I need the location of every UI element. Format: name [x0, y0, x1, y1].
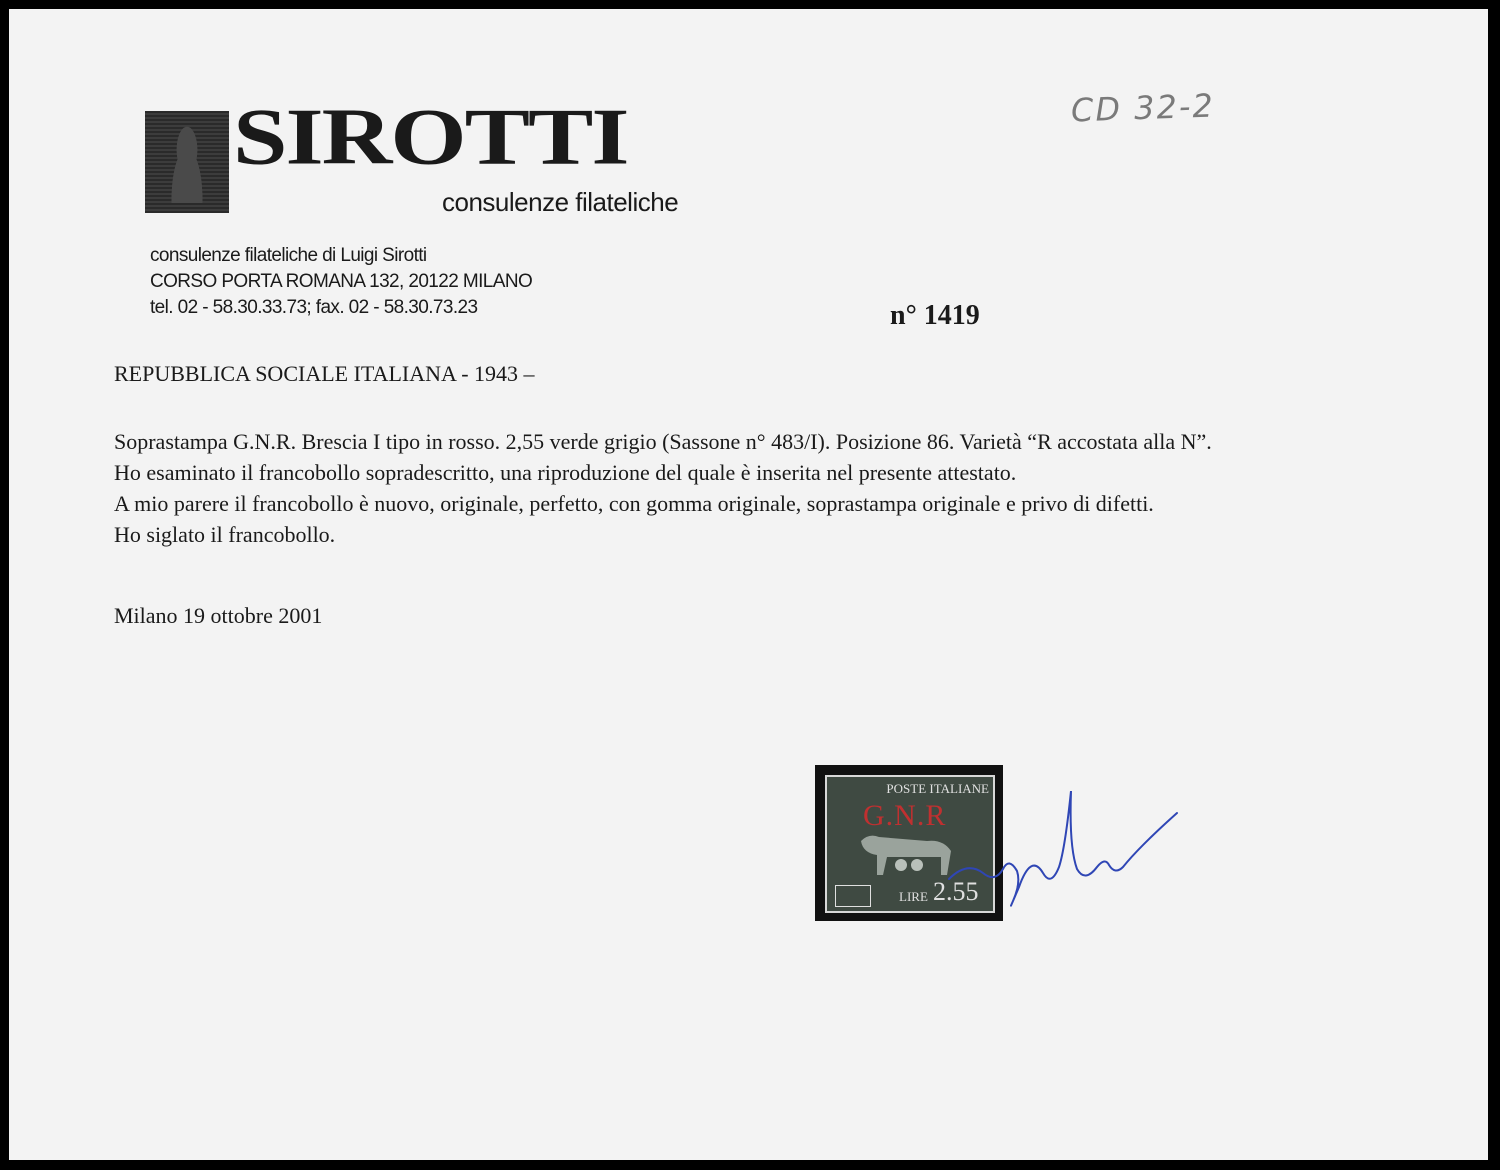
body-examined: Ho esaminato il francobollo sopradescritto, una riproduzione del quale è inserita nel presente attestato. [114, 460, 1017, 485]
savoy-shield-icon [835, 885, 871, 907]
address-line-2: CORSO PORTA ROMANA 132, 20122 MILANO [150, 271, 533, 292]
address-block [150, 243, 532, 321]
body-signed: Ho siglato il francobollo. [114, 522, 336, 547]
certificate-body [114, 426, 1364, 550]
stamp-value: 2.55 [933, 877, 979, 906]
body-description: Soprastampa G.N.R. Brescia I tipo in rosso. 2,55 verde grigio (Sassone n° 483/I). Posizione 86. Varietà “R accostata alla N”. [114, 429, 1212, 454]
logo-portrait-icon [145, 111, 229, 213]
stamp-currency: LIRE [899, 889, 928, 904]
sirotti-logo [145, 92, 685, 223]
signature-icon [947, 791, 1187, 921]
certificate-sheet [9, 9, 1488, 1160]
certificate-number: n° 1419 [890, 300, 980, 331]
stamp-overprint: G.N.R [863, 799, 947, 832]
body-opinion: A mio parere il francobollo è nuovo, originale, perfetto, con gomma originale, soprastampa originale e privo di difetti. [114, 491, 1154, 516]
stamp-top-text: POSTE ITALIANE [886, 781, 989, 796]
logo-brand: SIROTTI [233, 92, 628, 182]
address-line-1: consulenze filateliche di Luigi Sirotti [150, 245, 427, 266]
certificate-heading: REPUBBLICA SOCIALE ITALIANA - 1943 – [114, 361, 535, 386]
logo-tagline: consulenze filateliche [442, 187, 679, 217]
she-wolf-icon [857, 831, 957, 877]
address-line-3: tel. 02 - 58.30.33.73; fax. 02 - 58.30.73.23 [150, 297, 478, 318]
handwritten-reference: CD 32-2 [1070, 86, 1216, 130]
date-place: Milano 19 ottobre 2001 [114, 603, 323, 628]
